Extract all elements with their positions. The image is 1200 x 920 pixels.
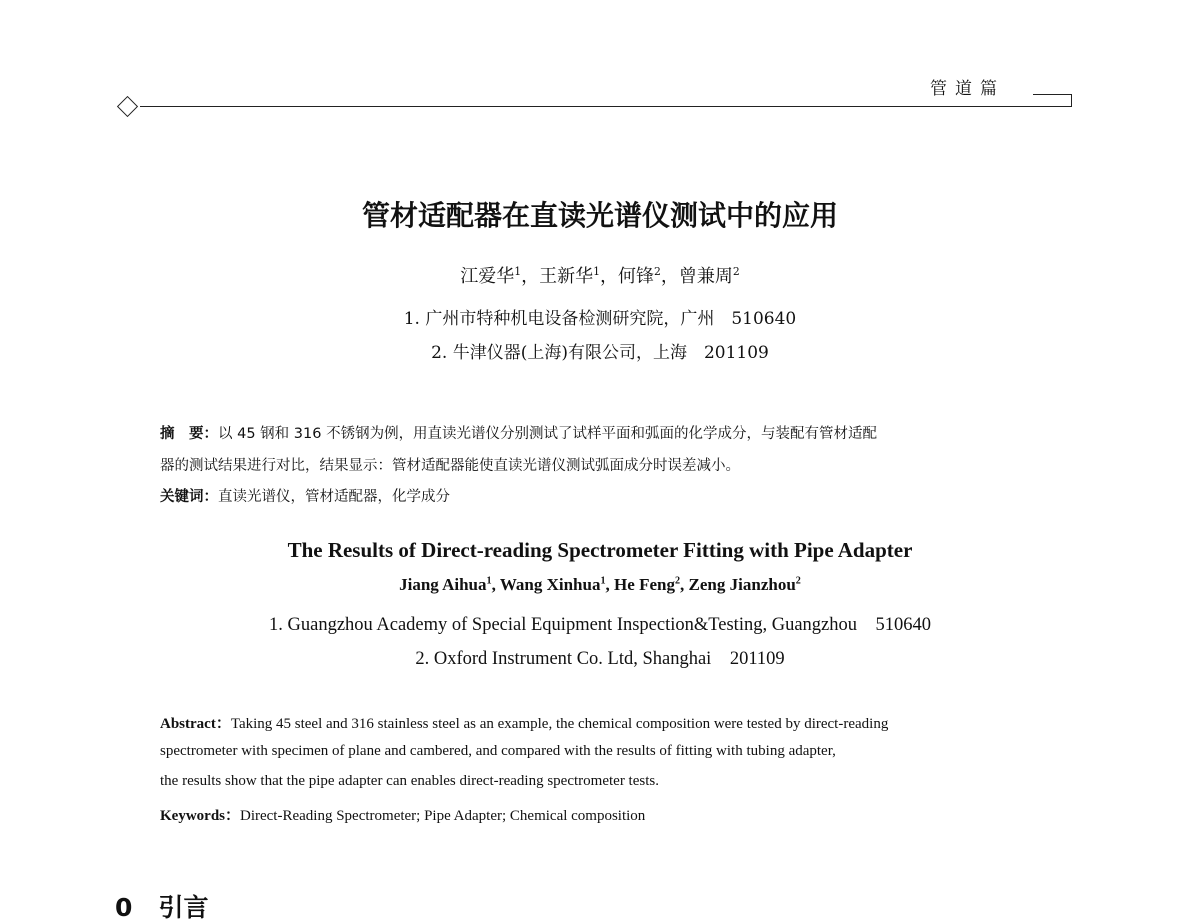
author: Zeng Jianzhou (688, 575, 796, 594)
author: 曾兼周 (678, 266, 733, 287)
keywords-en-label: Keywords： (160, 808, 240, 824)
abstract-zh-line (160, 422, 877, 443)
section-heading (115, 888, 209, 920)
affiliation: 1. 广州市特种机电设备检测研究院，广州 510640 (403, 309, 797, 329)
abstract-en-text: Taking 45 steel and 316 stainless steel as an example, the chemical composition were tested by direct-reading (230, 716, 889, 732)
author-sup: 1 (593, 265, 600, 278)
author: Jiang Aihua (399, 575, 487, 594)
abstract-zh-text: 以 45 钢和 316 不锈钢为例，用直读光谱仪分别测试了试样平面和弧面的化学成分，与装配有管材适配 (218, 426, 878, 442)
author-list: 江爱华$^1$，王新华$^1$，何锋$^2$，曾兼周$^2$ (460, 265, 740, 287)
author-sup: 2 (654, 265, 661, 278)
section-number: 0 (115, 893, 133, 920)
author-sup: 2 (795, 575, 801, 587)
author: 江爱华 (460, 266, 515, 287)
abstract-en-label: Abstract： (160, 716, 231, 732)
abstract-en-line: the results show that the pipe adapter can enables direct-reading spectrometer tests. (160, 773, 659, 789)
abstract-en-line: spectrometer with specimen of plane and cambered, and compared with the results of fitting with tubing adapter, (160, 743, 836, 759)
header-bracket (1033, 94, 1072, 107)
author-sup: 2 (732, 265, 740, 278)
author: 王新华 (539, 266, 594, 287)
keywords-zh-text: 直读光谱仪，管材适配器，化学成分 (218, 489, 450, 505)
keywords-zh (160, 485, 450, 506)
abstract-zh-line: 器的测试结果进行对比，结果显示：管材适配器能使直读光谱仪测试弧面成分时误差减小。 (160, 458, 740, 474)
keywords-en-text: Direct-Reading Spectrometer; Pipe Adapter; Chemical composition (240, 808, 646, 824)
section-title: 引言 (158, 893, 209, 920)
author-sup: 1 (486, 575, 492, 587)
author-sup: 1 (514, 265, 522, 278)
keywords-zh-label: 关键词： (160, 489, 218, 505)
english-affiliation: 1. Guangzhou Academy of Special Equipment Inspection&Testing, Guangzhou 510640 (269, 615, 931, 635)
abstract-zh-label: 摘 要： (160, 426, 218, 442)
author-sup: 2 (674, 575, 681, 587)
affiliation: 2. 牛津仪器(上海)有限公司，上海 201109 (431, 343, 769, 363)
author: Wang Xinhua (499, 575, 601, 594)
section-label: 管道篇 (930, 79, 1005, 99)
english-affiliation: 2. Oxford Instrument Co. Ltd, Shanghai 201109 (415, 649, 785, 669)
author-sup: 1 (600, 575, 606, 587)
keywords-en (160, 804, 645, 825)
paper-title: 管材适配器在直读光谱仪测试中的应用 (361, 199, 838, 232)
header-rule (140, 106, 1072, 107)
diamond-ornament-icon (117, 96, 138, 117)
abstract-en-line (160, 712, 888, 733)
author: 何锋 (618, 266, 654, 287)
english-title: The Results of Direct-reading Spectrometer Fitting with Pipe Adapter (287, 538, 913, 562)
english-author-list: Jiang Aihua$^1$, Wang Xinhua$^1$, He Feng$^2$, Zeng Jianzhou$^2$ (399, 575, 801, 594)
author: He Feng (614, 575, 675, 594)
